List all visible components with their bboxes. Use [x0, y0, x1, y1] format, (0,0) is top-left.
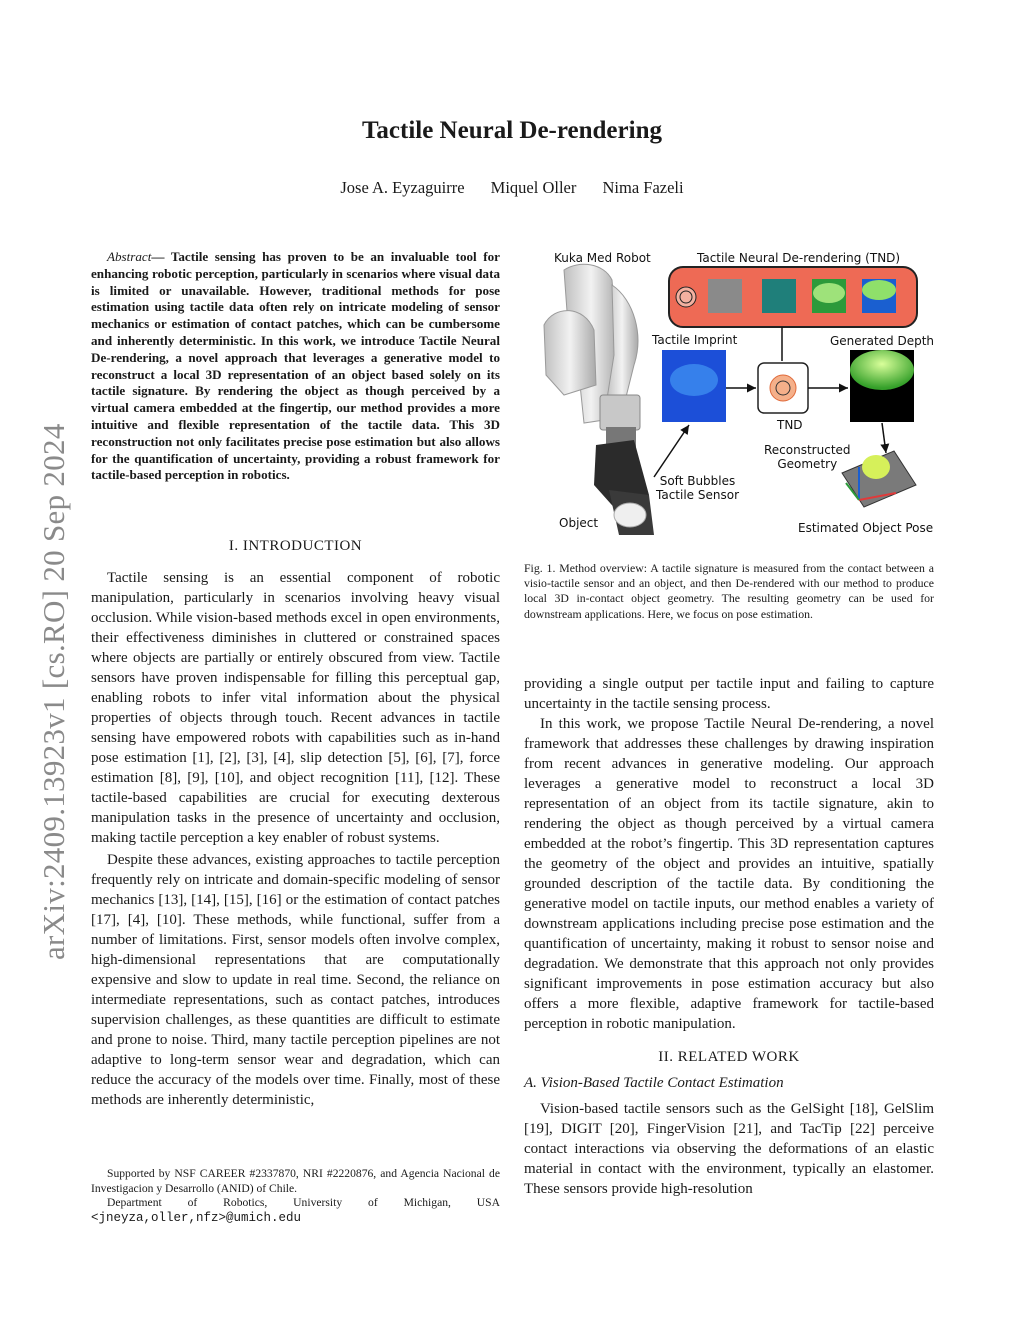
fingerprint-icon	[676, 287, 696, 307]
subsection-heading: A. Vision-Based Tactile Contact Estimation	[524, 1075, 784, 1091]
arxiv-identifier: arXiv:2409.13923v1 [cs.RO] 20 Sep 2024	[36, 423, 71, 960]
paper-title: Tactile Neural De-rendering	[362, 117, 662, 144]
label-kuka-robot: Kuka Med Robot	[554, 251, 651, 265]
email-address: <jneyza,oller,nfz>@umich.edu	[91, 1210, 302, 1225]
paragraph: Vision-based tactile sensors such as the GelSight [18], GelSlim [19], DIGIT [20], FingerVision [21], and TacTip [22] perceive contact interactions via observing the deformations of an elastic material in contact with the environment, typically an elastomer. These sensors provide high-resolution	[524, 1101, 934, 1197]
label-tnd: Tactile Neural De-rendering (TND)	[697, 251, 901, 265]
section-heading: II. RELATED WORK	[658, 1049, 800, 1065]
label-generated-depth: Generated Depth	[830, 334, 935, 348]
introduction-section	[91, 536, 500, 1110]
right-column-text	[524, 674, 934, 1199]
paragraph: providing a single output per tactile input and failing to capture uncertainty in the tactile sensing process.	[524, 676, 934, 712]
label-reconstructed-geometry: Reconstructed Geometry	[764, 443, 851, 471]
funding-note: Supported by NSF CAREER #2337870, NRI #2220876, and Agencia Nacional de Investigacion y Desarrollo (ANID) of Chile.	[91, 1167, 500, 1195]
author-name: Jose A. Eyzaguirre	[340, 178, 465, 197]
denoise-frame	[762, 279, 796, 313]
abstract	[91, 249, 500, 484]
author-name: Miquel Oller	[490, 178, 577, 197]
label-soft-bubbles: Soft Bubbles Tactile Sensor	[656, 474, 739, 502]
paragraph: Tactile sensing is an essential component of robotic manipulation, particularly in scenarios involving heavy visual occlusion. While vision-based methods excel in open environments, their effectiveness diminishes in cluttered or constrained spaces where objects are partially or entirely obscured from view. Tactile sensors have proven indispensable for filling this perceptual gap, enabling robots to infer vital information about the physical properties of objects through touch. Recent advances in tactile sensing have empowered robots with capabilities such as in-hand pose estimation [1], [2], [3], [4], slip detection [5], [6], [7], force estimation [8], [9], [10], and object recognition [11], [12]. These tactile-based capabilities are crucial for executing dexterous manipulation tasks in the presence of uncertainty and occlusion, making tactile perception a key enabler of robust systems.	[91, 570, 500, 846]
figure-1	[524, 245, 934, 550]
noise-frame	[708, 279, 742, 313]
affiliation: Department of Robotics, University of Michigan, USA	[107, 1196, 500, 1209]
section-heading: I. INTRODUCTION	[228, 538, 363, 554]
author-list	[0, 178, 1024, 198]
label-estimated-pose: Estimated Object Pose	[798, 521, 934, 535]
footnote	[91, 1167, 500, 1225]
label-tnd-block: TND	[777, 418, 803, 432]
abstract-label: Abstract	[107, 249, 152, 264]
robot-arm-illustration	[544, 264, 654, 535]
label-object: Object	[559, 516, 599, 530]
label-tactile-imprint: Tactile Imprint	[652, 333, 738, 347]
method-overview-diagram	[524, 245, 934, 550]
figure-caption: Fig. 1. Method overview: A tactile signature is measured from the contact between a visio-tactile sensor and an object, and then De-rendered with our method to produce local 3D in-contact object geometry. The resulting geometry can be used for downstream applications. Here, we focus on pose estimation.	[524, 561, 934, 621]
abstract-text: — Tactile sensing has proven to be an invaluable tool for enhancing robotic perception, particularly in scenarios where visual data is limited or unavailable. However, traditional methods for pose estimation using tactile data often rely on intricate modeling of sensor mechanics or estimation of contact patches, which can be cumbersome and inherently deterministic. In this work, we introduce Tactile Neural De-rendering, a novel approach that leverages a generative model to reconstruct a local 3D representation of an object based solely on its tactile signature. By rendering the object as though perceived by a virtual camera embedded at the fingertip, our method provides a more intuitive and flexible representation of the tactile data. This 3D reconstruction not only facilitates precise pose estimation but also allows for the quantification of uncertainty, providing a robust framework for tactile-based perception in robotics.	[91, 249, 500, 483]
paragraph: In this work, we propose Tactile Neural De-rendering, a novel framework that addresses these challenges by drawing inspiration from recent advances in generative modeling. Our approach leverages a generative model to reconstruct a local 3D representation of an object from its tactile signature, akin to rendering the object as though perceived by a virtual camera embedded at the robot’s fingertip. This 3D representation captures the geometry of the object and provides an intuitive, spatially grounded description of the tactile data. By conditioning the generative model on tactile inputs, our method enables a variety of downstream applications including precise pose estimation and the quantification of uncertainty, making it robust to sensor noise and degradation. We demonstrate that this approach not only provides significant improvements in pose estimation accuracy but also offers a more flexible, adaptive framework for tactile-based perception in robotic manipulation.	[524, 716, 934, 1032]
paragraph: Despite these advances, existing approaches to tactile perception frequently rely on intricate and domain-specific modeling of sensor mechanics [13], [14], [15], [16] or the estimation of contact patches [17], [4], [10]. These methods, while functional, suffer from a number of limitations. First, sensor models often involve complex, high-dimensional representations that are computationally expensive and slow to update in real time. Second, the reliance on intermediate representations, such as contact patches, introduces supervision challenges, as these quantities are difficult to estimate and prone to noise. Third, many tactile perception pipelines are not adaptive to long-term sensor wear and degradation, which can reduce the accuracy of the models over time. Finally, most of these methods are inherently deterministic,	[91, 852, 500, 1108]
author-name: Nima Fazeli	[602, 178, 684, 197]
